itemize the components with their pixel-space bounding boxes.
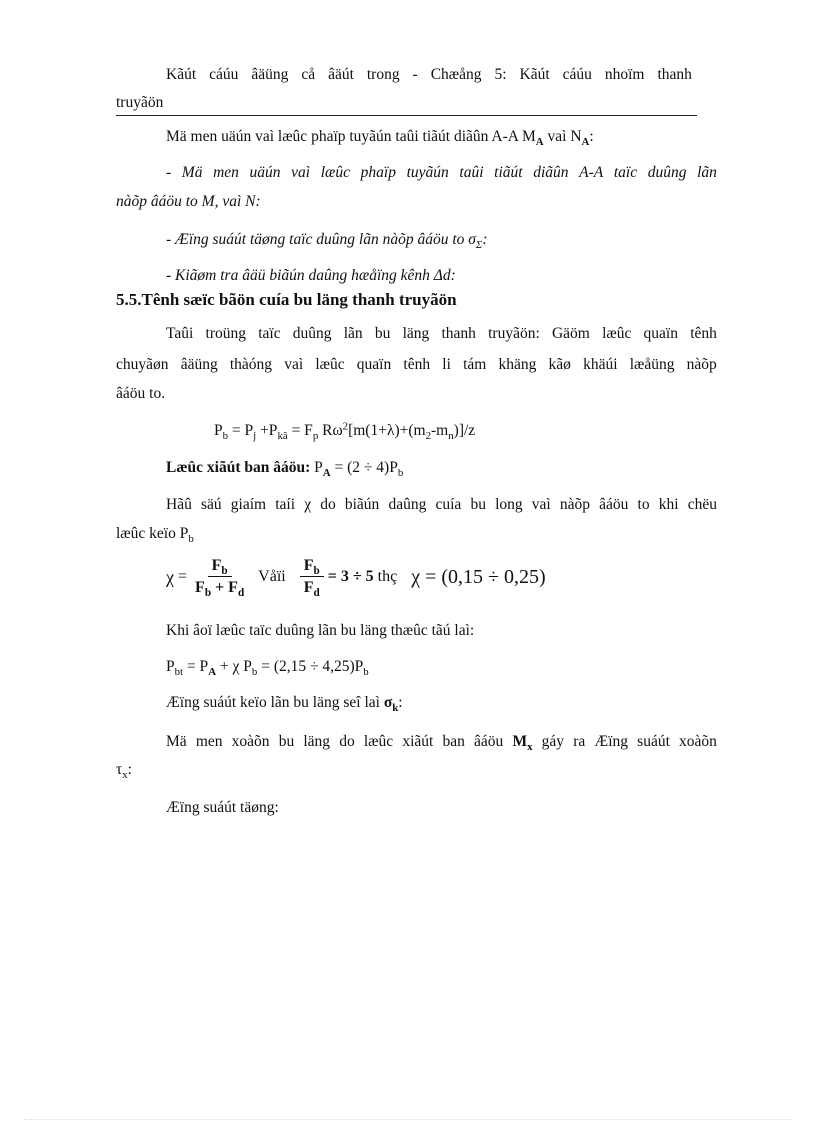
word: bu	[374, 325, 391, 342]
word: quaïn	[356, 356, 392, 373]
word: thanh	[441, 325, 476, 342]
word: men	[213, 164, 239, 181]
word: duûng	[647, 164, 687, 181]
word: âäüng	[180, 356, 218, 373]
word: -	[166, 164, 172, 181]
word-with-subscript: $M_x$	[512, 733, 533, 753]
word: kãø	[548, 356, 571, 373]
word: trong	[366, 66, 400, 83]
word: troüng	[205, 325, 246, 342]
word: lãn	[697, 164, 717, 181]
word: taïc	[613, 164, 638, 181]
word: cå	[301, 66, 316, 83]
paragraph-loads-line-1	[166, 325, 717, 343]
paragraph-loads-line-3: âáöu to.	[116, 385, 166, 402]
word: læûc	[320, 164, 351, 181]
paragraph-torsion-line-2: $\tau_x$:	[116, 761, 132, 781]
word: to	[637, 496, 650, 513]
word: 5:	[494, 66, 507, 83]
formula-chi: χ = $\frac{F_b}{F_b + F_d}$ Våïi $\frac{F_b}{F_d}$ = 3 ÷ 5 thç χ = (0,15 ÷ 0,25)	[166, 557, 546, 599]
word: âáöu	[474, 733, 504, 750]
italic-item-2: - Æïng suáút täøng taïc duûng lãn nàõp âáöu to $\sigma_\Sigma$:	[166, 231, 488, 251]
page-bottom-border	[24, 1119, 792, 1120]
word: thanh	[657, 66, 692, 83]
header-rule	[116, 115, 697, 116]
word: tiãút	[494, 164, 523, 181]
italic-item-1-line-1	[166, 164, 717, 182]
word: Kãút	[166, 66, 197, 83]
word: âäüng	[251, 66, 289, 83]
word: cáúu	[562, 66, 592, 83]
word: truyãön:	[488, 325, 540, 342]
paragraph-actual-force: Khi âoï læûc taïc duûng lãn bu läng thæûc tãú laì:	[166, 622, 475, 639]
word: lãn	[343, 325, 363, 342]
word: læûc	[363, 733, 394, 750]
word: Mä	[166, 733, 187, 750]
word: cáúu	[209, 66, 239, 83]
word: li	[442, 356, 451, 373]
word: Gäöm	[551, 325, 590, 342]
word: duûng	[292, 325, 332, 342]
word: vaì	[531, 496, 551, 513]
word: Kãút	[519, 66, 550, 83]
word: Taûi	[166, 325, 194, 342]
word: M	[512, 733, 528, 750]
word: læûc	[315, 356, 345, 373]
word: thàóng	[229, 356, 273, 373]
fraction-chi: $\frac{F_b}{F_b + F_d}$	[195, 557, 245, 599]
word: A-A	[579, 164, 604, 181]
header-line-2: truyãön	[116, 94, 164, 111]
word: läng	[303, 733, 331, 750]
word: quaïn	[643, 325, 678, 342]
word: cuía	[435, 496, 462, 513]
paragraph-moment-forces: Mä men uäún vaì læûc phaïp tuyãún taûi tiãút diãûn A-A $M_A$ vaì $N_A$:	[166, 128, 594, 148]
word: taûi	[459, 164, 484, 181]
word: Hãû	[166, 496, 192, 513]
word: phaïp	[360, 164, 396, 181]
word: diãûn	[533, 164, 569, 181]
paragraph-torsion-line-1	[166, 733, 717, 751]
word: Mä	[181, 164, 203, 181]
word: ra	[573, 733, 586, 750]
word: læåüng	[629, 356, 675, 373]
word: nhoïm	[604, 66, 645, 83]
equation-bolt-load: $P_b = P_j +P_{kâ} = F_p$ $R\omega^2[m(1+\lambda)+(m_2-m_n)]/z$	[214, 420, 476, 442]
word: bu	[278, 733, 295, 750]
word: Æïng	[594, 733, 628, 750]
word: xiãút	[402, 733, 434, 750]
word: suáút	[637, 733, 670, 750]
italic-item-3: - Kiãøm tra âäü biãún daûng hæåïng kênh Δd:	[166, 267, 456, 284]
word: khäng	[498, 356, 537, 373]
paragraph-tensile-stress: Æïng suáút keïo lãn bu läng seî laì $\sigma_k$:	[166, 694, 403, 714]
fraction-ratio: $\frac{F_b}{F_d}$	[300, 557, 324, 597]
italic-item-1-line-2: nàõp âáöu to M, vaì N:	[116, 193, 261, 210]
word: säú	[200, 496, 222, 513]
word: tênh	[403, 356, 431, 373]
paragraph-reduction-factor-line-2: læûc keïo $P_b$	[116, 525, 194, 545]
word: taíi	[275, 496, 296, 513]
word: do	[339, 733, 355, 750]
equation-actual-force: $P_{bt} = P_A + \chi$ $P_b = (2,15 \div 4,25)P_b$	[166, 658, 369, 678]
word: Chæång	[430, 66, 482, 83]
word: -	[412, 66, 418, 83]
word: tuyãún	[406, 164, 449, 181]
paragraph-reduction-factor-line-1	[166, 496, 717, 514]
word: long	[495, 496, 523, 513]
word: khäúi	[583, 356, 618, 373]
word: do	[320, 496, 336, 513]
word: nàõp	[686, 356, 717, 373]
word: nàõp	[559, 496, 590, 513]
word: men	[195, 733, 223, 750]
word: chëu	[687, 496, 717, 513]
paragraph-total-stress: Æïng suáút täøng:	[166, 799, 279, 816]
paragraph-loads-line-2	[116, 356, 717, 374]
word: tênh	[690, 325, 717, 342]
word: chuyãøn	[116, 356, 169, 373]
word: khi	[658, 496, 679, 513]
word: giaím	[230, 496, 267, 513]
word: taïc	[258, 325, 281, 342]
word: bu	[470, 496, 486, 513]
word: vaì	[284, 356, 304, 373]
word: χ	[304, 496, 312, 513]
header-line-1	[166, 66, 692, 84]
word: âáöu	[599, 496, 629, 513]
word: biãún	[344, 496, 380, 513]
word: vaì	[291, 164, 311, 181]
equation-initial-tightening: Læûc xiãút ban âáöu: $P_A = (2 \div 4)P_b$	[166, 459, 404, 479]
word: ban	[442, 733, 465, 750]
word: gáy	[541, 733, 565, 750]
word: xoàõn	[679, 733, 717, 750]
word: daûng	[388, 496, 427, 513]
word: läng	[402, 325, 430, 342]
section-heading: 5.5.Tênh sæïc bãön cuía bu läng thanh truyãön	[116, 290, 457, 309]
word: læûc	[602, 325, 632, 342]
word: âäút	[328, 66, 354, 83]
word: tám	[463, 356, 487, 373]
word: uäún	[249, 164, 281, 181]
word: xoàõn	[231, 733, 270, 750]
